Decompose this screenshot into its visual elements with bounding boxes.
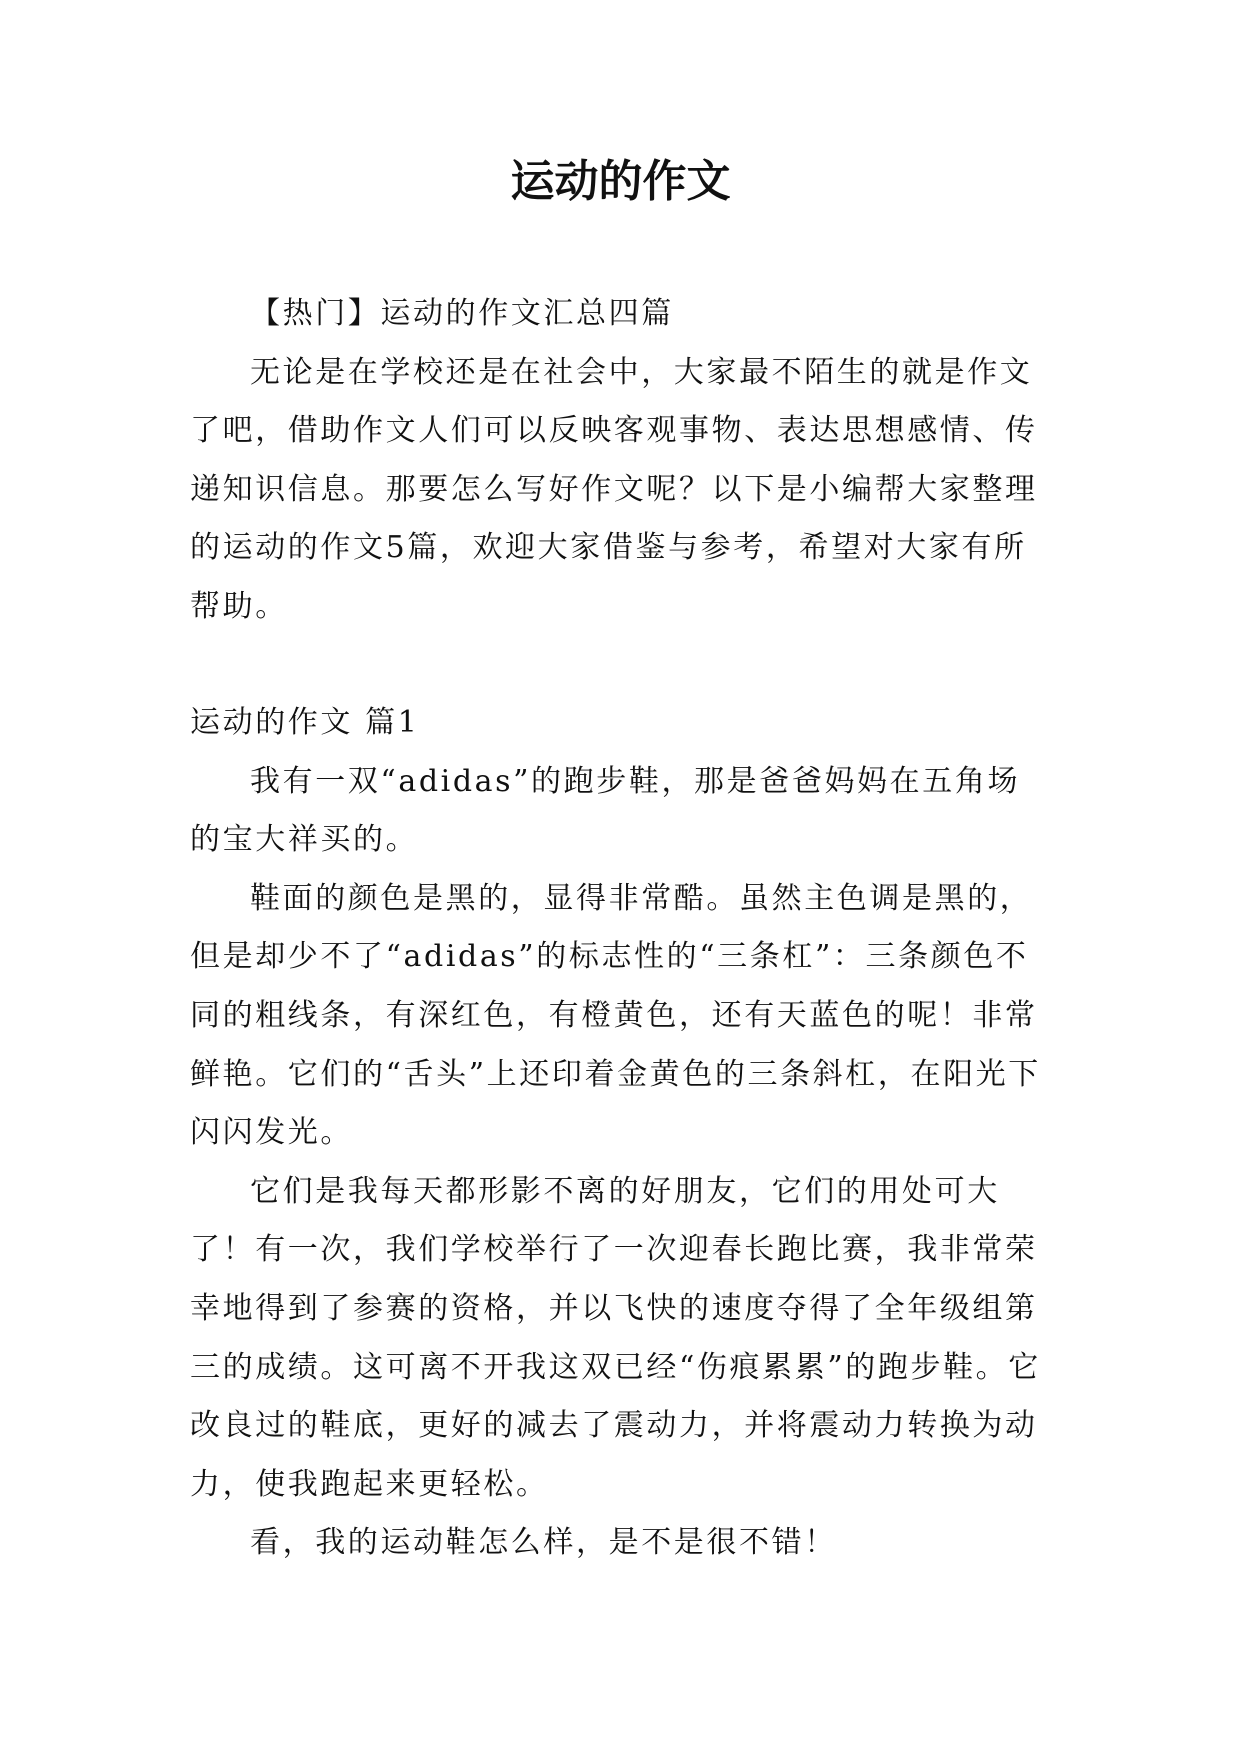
document-title: 运动的作文 bbox=[510, 156, 731, 207]
article-heading: 运动的作文 篇1 bbox=[190, 705, 420, 740]
article-paragraph: 看，我的运动鞋怎么样，是不是很不错！ bbox=[250, 1525, 837, 1561]
article-paragraph: 我有一双“adidas”的跑步鞋，那是爸爸妈妈在五角场的宝大祥买的。 bbox=[190, 763, 1021, 858]
intro-paragraph: 无论是在学校还是在社会中，大家最不陌生的就是作文了吧，借助作文人们可以反映客观事物、表达思想感情、传递知识信息。那要怎么写好作文呢？以下是小编帮大家整理的运动的作文5篇，欢迎大家借鉴与参考，希望对大家有所帮助。 bbox=[190, 354, 1038, 624]
intro-section bbox=[190, 285, 1052, 637]
article-paragraph: 鞋面的颜色是黑的，显得非常酷。虽然主色调是黑的，但是却少不了“adidas”的标志性的“三条杠”：三条颜色不同的粗线条，有深红色，有橙黄色，还有天蓝色的呢！非常鲜艳。它们的“舌头”上还印着金黄色的三条斜杠，在阳光下闪闪发光。 bbox=[190, 880, 1041, 1151]
article-section bbox=[190, 694, 1052, 1573]
intro-subtitle: 【热门】运动的作文汇总四篇 bbox=[250, 296, 674, 331]
article-paragraph: 它们是我每天都形影不离的好朋友，它们的用处可大了！有一次，我们学校举行了一次迎春长跑比赛，我非常荣幸地得到了参赛的资格，并以飞快的速度夺得了全年级组第三的成绩。这可离不开我这双已经“伤痕累累”的跑步鞋。它改良过的鞋底，更好的减去了震动力，并将震动力转换为动力，使我跑起来更轻松。 bbox=[190, 1173, 1041, 1502]
